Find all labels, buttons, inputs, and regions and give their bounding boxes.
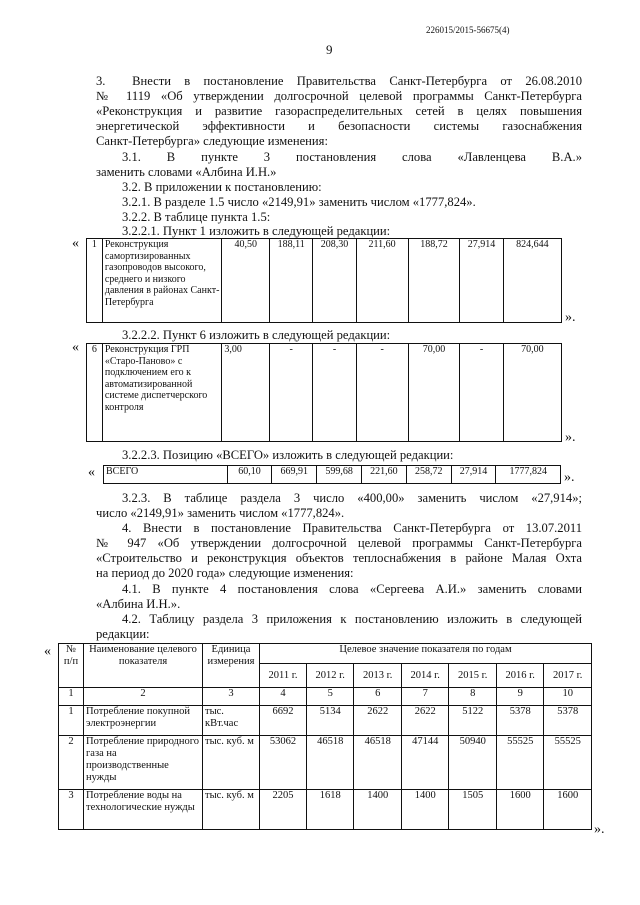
col-number: 8 <box>449 688 497 706</box>
close-quote: ». <box>565 430 576 445</box>
row-value: 2205 <box>260 790 307 830</box>
header-num: № п/п <box>59 644 84 688</box>
row-name: Потребление покупной электроэнергии <box>84 706 203 736</box>
header-year: 2016 г. <box>496 664 544 688</box>
row-name: Потребление природного газа на производственные нужды <box>84 736 203 790</box>
paragraph-3-2-1: 3.2.1. В разделе 1.5 число «2149,91» заменить числом «1777,824». <box>122 195 476 209</box>
cell-value: 188,11 <box>269 239 312 323</box>
cell-num: 1 <box>87 239 103 323</box>
paragraph-3-line-1: 3. Внести в постановление Правительства Санкт-Петербурга от 26.08.2010 <box>96 74 582 88</box>
close-quote: ». <box>564 470 575 485</box>
paragraph-3-line-4: энергетической эффективности и безопасности системы газоснабжения <box>96 119 582 133</box>
paragraph-4-1-line-1: 4.1. В пункте 4 постановления слова «Сергеева А.И.» заменить словами <box>122 582 582 596</box>
row-value: 1505 <box>449 790 497 830</box>
row-unit: тыс. кВт.час <box>203 706 260 736</box>
paragraph-3-line-5: Санкт-Петербурга» следующие изменения: <box>96 134 328 148</box>
col-number: 9 <box>496 688 544 706</box>
row-value: 47144 <box>401 736 449 790</box>
paragraph-4-2-line-1: 4.2. Таблицу раздела 3 приложения к постановлению изложить в следующей <box>122 612 582 626</box>
row-num: 2 <box>59 736 84 790</box>
header-year: 2012 г. <box>306 664 354 688</box>
header-year: 2011 г. <box>260 664 307 688</box>
open-quote: « <box>72 236 79 251</box>
paragraph-3-2-2-1: 3.2.2.1. Пункт 1 изложить в следующей редакции: <box>122 224 391 238</box>
row-value: 2622 <box>401 706 449 736</box>
open-quote: « <box>72 340 79 355</box>
paragraph-4-line-1: 4. Внести в постановление Правительства Санкт-Петербурга от 13.07.2011 <box>122 521 582 535</box>
paragraph-3-2-2: 3.2.2. В таблице пункта 1.5: <box>122 210 271 224</box>
cell-value: 824,644 <box>503 239 561 323</box>
paragraph-4-line-2: № 947 «Об утверждении долгосрочной целевой программы Санкт-Петербурга <box>96 536 582 550</box>
row-value: 50940 <box>449 736 497 790</box>
cell-value: 221,60 <box>361 466 406 484</box>
cell-value: 599,68 <box>317 466 362 484</box>
row-value: 53062 <box>260 736 307 790</box>
cell-value: - <box>460 344 503 442</box>
paragraph-3-2-2-2: 3.2.2.2. Пункт 6 изложить в следующей редакции: <box>122 328 391 342</box>
cell-num: 6 <box>87 344 103 442</box>
cell-value: 60,10 <box>227 466 272 484</box>
header-year: 2014 г. <box>401 664 449 688</box>
row-value: 1400 <box>354 790 402 830</box>
cell-value: - <box>356 344 408 442</box>
paragraph-4-line-4: на период до 2020 года» следующие изменения: <box>96 566 354 580</box>
header-target: Целевое значение показателя по годам <box>260 644 592 664</box>
table-row <box>59 706 592 736</box>
col-number: 10 <box>544 688 592 706</box>
row-name: Потребление воды на технологические нужды <box>84 790 203 830</box>
row-num: 3 <box>59 790 84 830</box>
row-value: 5122 <box>449 706 497 736</box>
cell-value: 40,50 <box>222 239 270 323</box>
col-number: 7 <box>401 688 449 706</box>
cell-value: 208,30 <box>313 239 356 323</box>
cell-value: 70,00 <box>408 344 460 442</box>
paragraph-3-1-line-2: заменить словами «Албина И.Н.» <box>96 165 277 179</box>
cell-value: - <box>269 344 312 442</box>
table-row <box>59 736 592 790</box>
paragraph-3-2-3-line-1: 3.2.3. В таблице раздела 3 число «400,00» заменить числом «27,914»; <box>122 491 582 505</box>
row-value: 6692 <box>260 706 307 736</box>
row-value: 1600 <box>496 790 544 830</box>
cell-name: Реконструкция ГРП «Старо-Паново» с подключением его к автоматизированной системе диспетчерского контроля <box>102 344 222 442</box>
cell-value: 70,00 <box>503 344 561 442</box>
cell-value: - <box>313 344 356 442</box>
row-value: 55525 <box>544 736 592 790</box>
col-number: 3 <box>203 688 260 706</box>
row-value: 2622 <box>354 706 402 736</box>
close-quote: ». <box>594 822 605 837</box>
row-value: 5378 <box>496 706 544 736</box>
cell-value: 211,60 <box>356 239 408 323</box>
cell-value: 27,914 <box>451 466 496 484</box>
row-value: 1618 <box>306 790 354 830</box>
paragraph-3-2: 3.2. В приложении к постановлению: <box>122 180 322 194</box>
paragraph-3-1-line-1: 3.1. В пункте 3 постановления слова «Лавленцева В.А.» <box>122 150 582 164</box>
header-unit: Единица измерения <box>203 644 260 688</box>
row-value: 1400 <box>401 790 449 830</box>
open-quote: « <box>88 465 95 480</box>
open-quote: « <box>44 644 51 659</box>
row-value: 5378 <box>544 706 592 736</box>
col-number: 1 <box>59 688 84 706</box>
col-number: 4 <box>260 688 307 706</box>
row-value: 1600 <box>544 790 592 830</box>
cell-value: 3,00 <box>222 344 270 442</box>
row-value: 46518 <box>306 736 354 790</box>
document-id: 226015/2015-56675(4) <box>426 25 510 35</box>
cell-value: 669,91 <box>272 466 317 484</box>
header-year: 2013 г. <box>354 664 402 688</box>
cell-name: ВСЕГО <box>104 466 228 484</box>
paragraph-3-2-3-line-2: число «2149,91» заменить числом «1777,824». <box>96 506 345 520</box>
paragraph-4-1-line-2: «Албина И.Н.». <box>96 597 181 611</box>
table-total <box>103 465 561 484</box>
header-name: Наименование целевого показателя <box>84 644 203 688</box>
table-item-1 <box>86 238 562 323</box>
col-number: 6 <box>354 688 402 706</box>
paragraph-3-line-2: № 1119 «Об утверждении долгосрочной целевой программы Санкт-Петербурга <box>96 89 582 103</box>
cell-value: 1777,824 <box>496 466 561 484</box>
row-unit: тыс. куб. м <box>203 736 260 790</box>
paragraph-4-line-3: «Строительство и реконструкция объектов теплоснабжения в районе Малая Охта <box>96 551 582 565</box>
row-num: 1 <box>59 706 84 736</box>
page-number: 9 <box>326 42 333 57</box>
paragraph-3-line-3: «Реконструкция и развитие газораспределительных сетей в целях повышения <box>96 104 582 118</box>
table-row <box>59 790 592 830</box>
col-number: 5 <box>306 688 354 706</box>
header-year: 2015 г. <box>449 664 497 688</box>
row-unit: тыс. куб. м <box>203 790 260 830</box>
table-item-6 <box>86 343 562 442</box>
header-year: 2017 г. <box>544 664 592 688</box>
row-value: 5134 <box>306 706 354 736</box>
cell-name: Реконструкция самортизированных газопроводов высокого, среднего и низкого давления в районах Санкт-Петербурга <box>102 239 222 323</box>
row-value: 46518 <box>354 736 402 790</box>
cell-value: 258,72 <box>406 466 451 484</box>
row-value: 55525 <box>496 736 544 790</box>
col-number: 2 <box>84 688 203 706</box>
close-quote: ». <box>565 310 576 325</box>
indicator-table <box>58 643 592 830</box>
paragraph-3-2-2-3: 3.2.2.3. Позицию «ВСЕГО» изложить в следующей редакции: <box>122 448 454 462</box>
cell-value: 27,914 <box>460 239 503 323</box>
paragraph-4-2-line-2: редакции: <box>96 627 150 641</box>
cell-value: 188,72 <box>408 239 460 323</box>
